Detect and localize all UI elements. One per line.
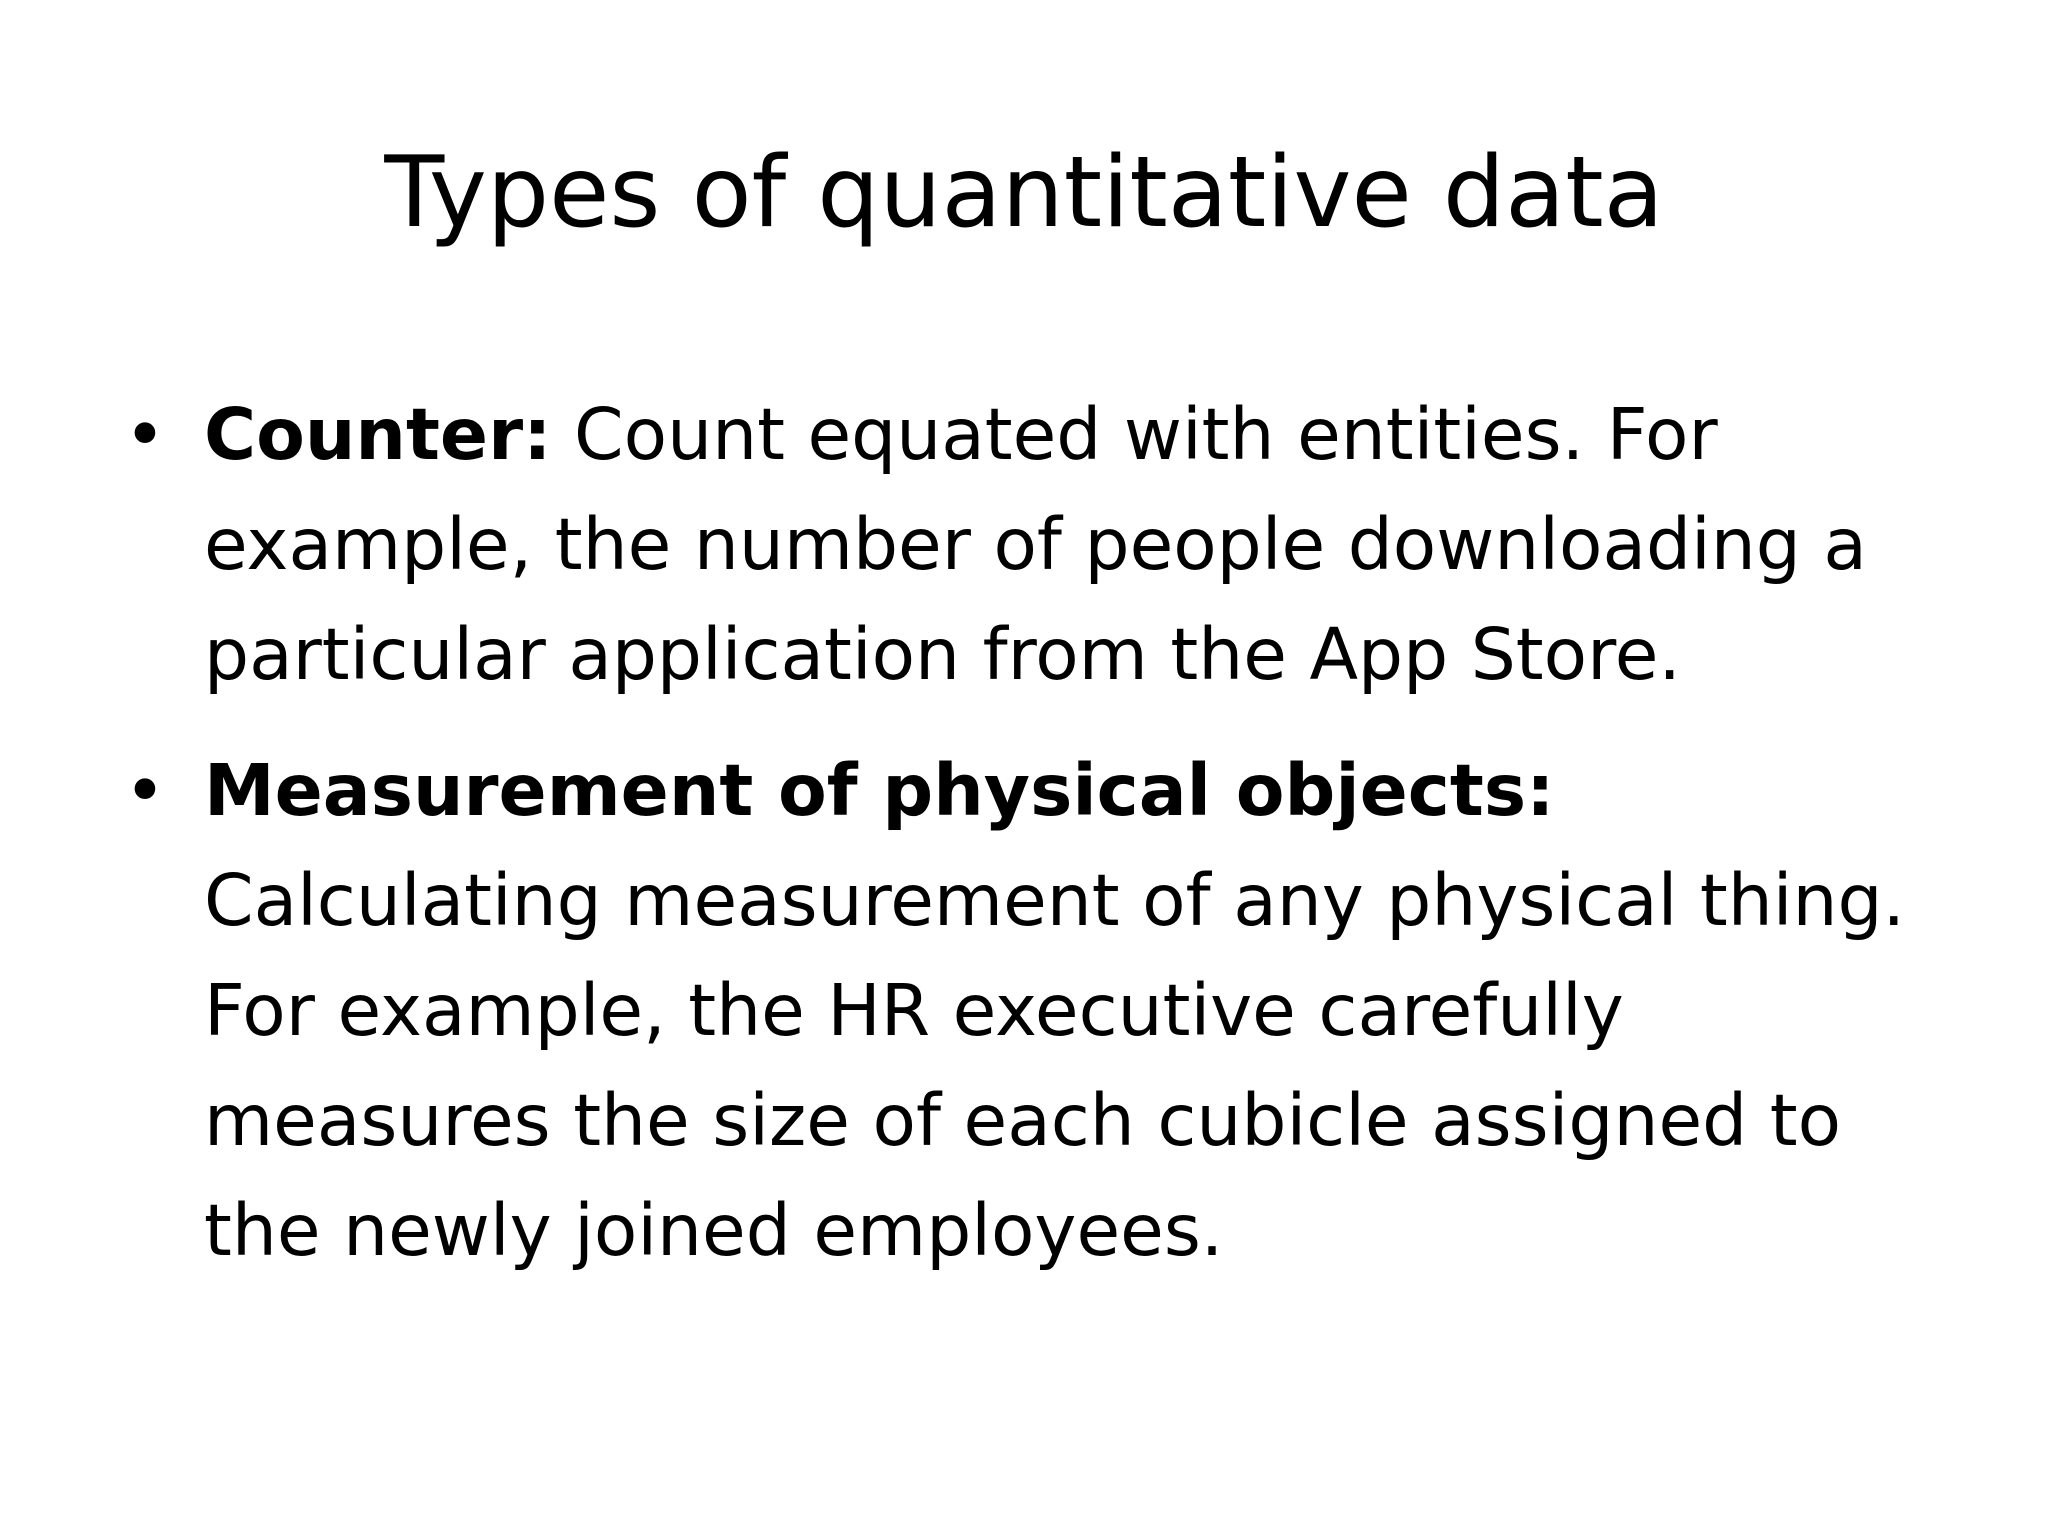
bullet-item-measurement bbox=[124, 736, 1924, 1286]
bullet-dot-icon: • bbox=[124, 393, 166, 476]
bullet-text: Count equated with entities. For example, the number of people downloading a particular application from the App Store. bbox=[204, 393, 1867, 696]
bullet-item-counter bbox=[124, 380, 1924, 710]
bullet-list bbox=[124, 380, 1924, 1312]
bullet-text: Calculating measurement of any physical thing. For example, the HR executive carefully measures the size of each cubicle assigned to the newly joined employees. bbox=[204, 859, 1906, 1272]
bullet-term: Measurement of physical objects: bbox=[204, 749, 1555, 832]
bullet-dot-icon: • bbox=[124, 749, 166, 832]
slide-title: Types of quantitative data bbox=[384, 136, 1664, 250]
bullet-term: Counter: bbox=[204, 393, 552, 476]
